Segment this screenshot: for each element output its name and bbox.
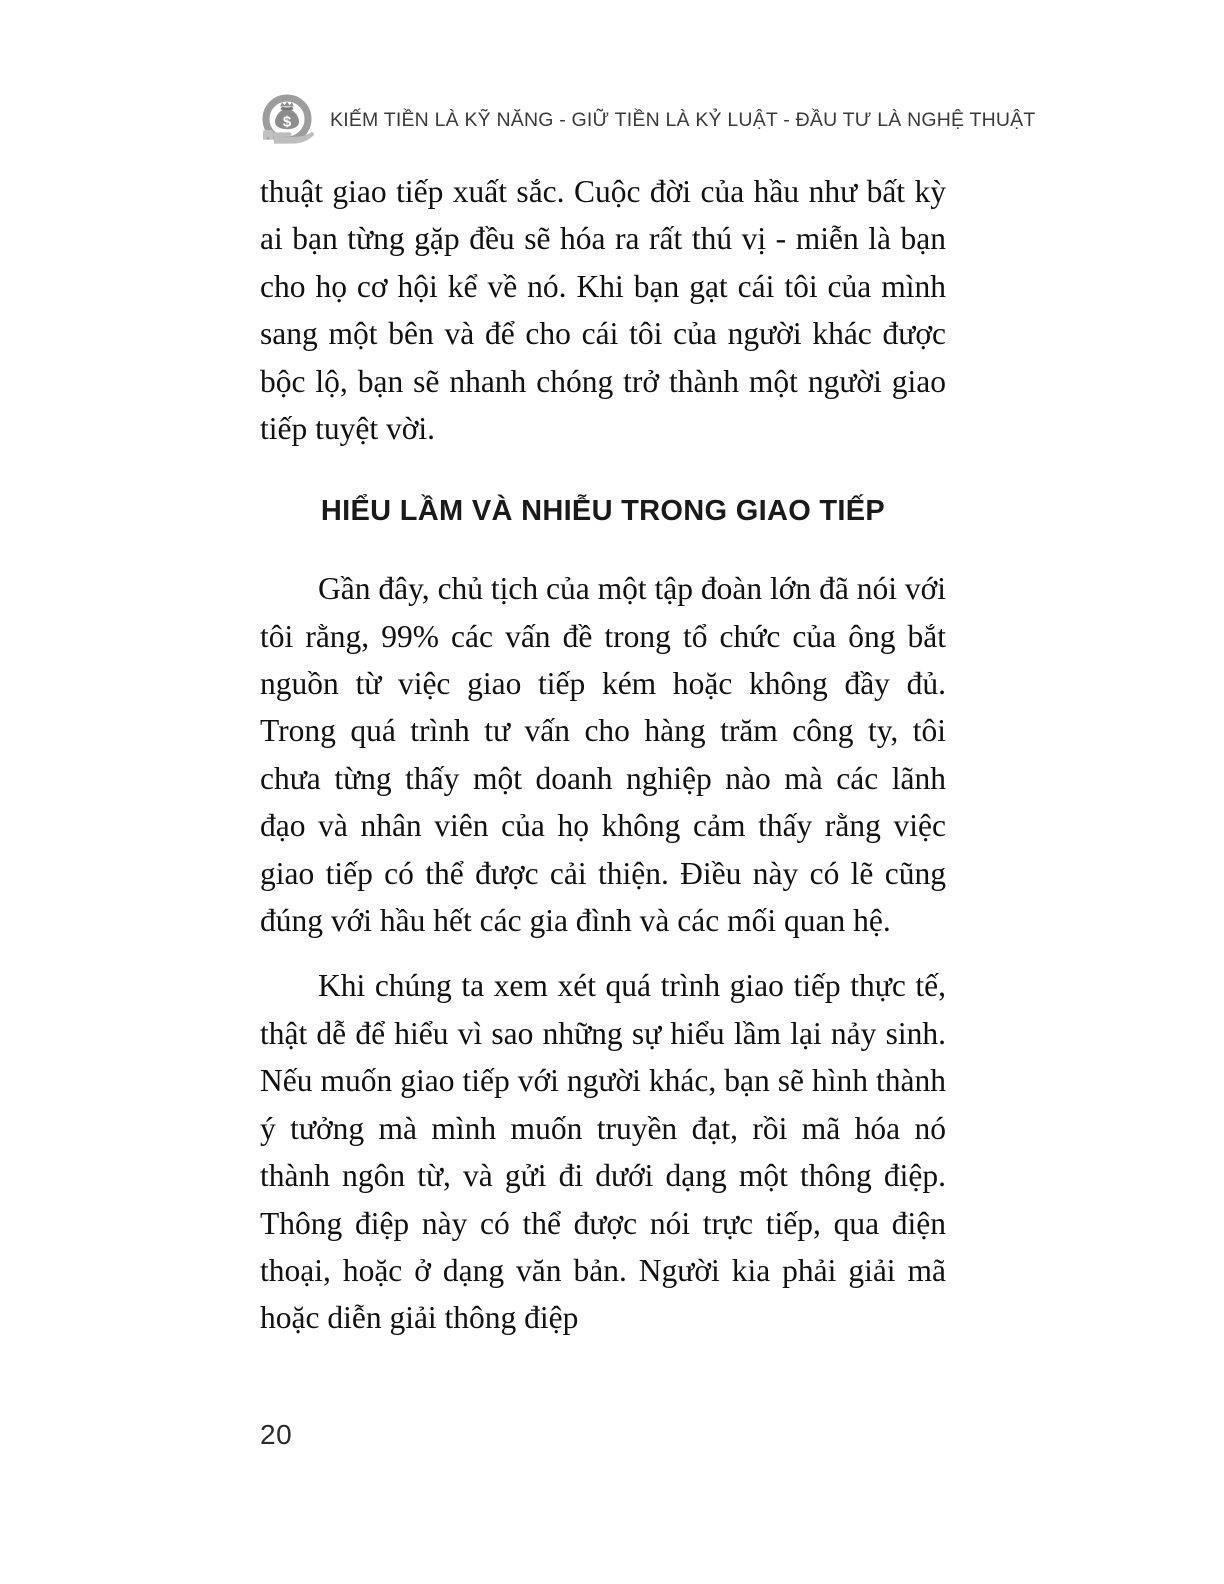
text-column bbox=[260, 168, 946, 1342]
paragraph-spacer bbox=[260, 944, 946, 962]
spacer-after-heading bbox=[260, 529, 946, 565]
paragraph-continuation: thuật giao tiếp xuất sắc. Cuộc đời của hầu như bất kỳ ai bạn từng gặp đều sẽ hóa ra rất thú vị - miễn là bạn cho họ cơ hội kể về nó. Khi bạn gạt cái tôi của mình sang một bên và để cho cái tôi của người khác được bộc lộ, bạn sẽ nhanh chóng trở thành một người giao tiếp tuyệt vời. bbox=[260, 174, 946, 447]
hand-holding-money-bag-icon bbox=[258, 93, 316, 151]
spacer-before-heading bbox=[260, 452, 946, 494]
section-heading: HIỂU LẦM VÀ NHIỄU TRONG GIAO TIẾP bbox=[320, 495, 886, 528]
paragraph-three: Khi chúng ta xem xét quá trình giao tiếp thực tế, thật dễ để hiểu vì sao những sự hiểu lầm lại nảy sinh. Nếu muốn giao tiếp với người khác, bạn sẽ hình thành ý tưởng mà mình muốn truyền đạt, rồi mã hóa nó thành ngôn từ, và gửi đi dưới dạng một thông điệp. Thông điệp này có thể được nói trực tiếp, qua điện thoại, hoặc ở dạng văn bản. Người kia phải giải mã hoặc diễn giải thông điệp bbox=[260, 968, 946, 1336]
running-header-title: KIẾM TIỀN LÀ KỸ NĂNG - GIỮ TIỀN LÀ KỶ LUẬT - ĐẦU TƯ LÀ NGHỆ THUẬT bbox=[330, 109, 1036, 132]
paragraph-two: Gần đây, chủ tịch của một tập đoàn lớn đã nói với tôi rằng, 99% các vấn đề trong tổ chức của ông bắt nguồn từ việc giao tiếp kém hoặc không đầy đủ. Trong quá trình tư vấn cho hàng trăm công ty, tôi chưa từng thấy một doanh nghiệp nào mà các lãnh đạo và nhân viên của họ không cảm thấy rằng việc giao tiếp có thể được cải thiện. Điều này có lẽ cũng đúng với hầu hết các gia đình và các mối quan hệ. bbox=[260, 571, 946, 939]
running-header bbox=[258, 92, 1036, 152]
svg-text:$: $ bbox=[282, 113, 292, 131]
page-number: 20 bbox=[260, 1419, 293, 1450]
